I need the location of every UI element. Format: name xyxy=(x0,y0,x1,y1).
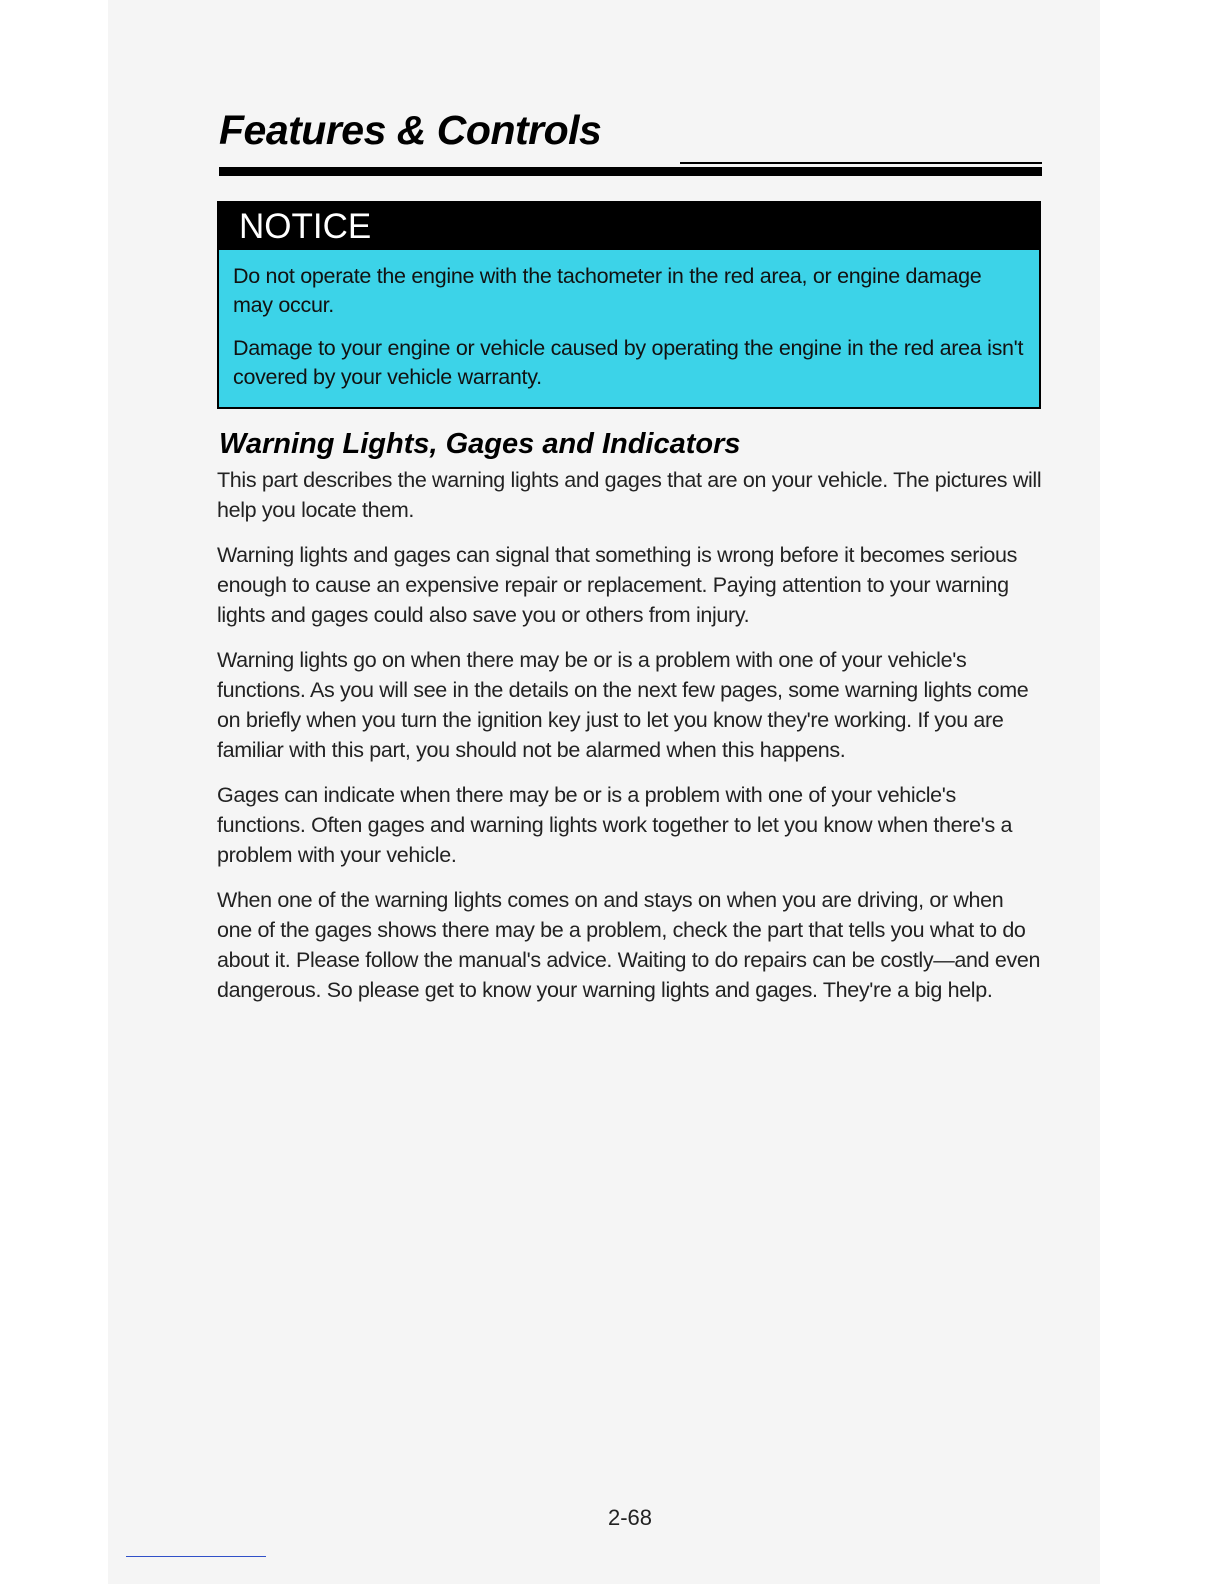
body-paragraph: Gages can indicate when there may be or is a problem with one of your vehicle's functions. Often gages and warning lights work together to let you know when there's a problem with your vehicle. xyxy=(217,783,1013,867)
body-paragraph: Warning lights and gages can signal that something is wrong before it becomes serious enough to cause an expensive repair or replacement. Paying attention to your warning lights and gages could also save you or others from injury. xyxy=(217,543,1018,627)
section-heading: Warning Lights, Gages and Indicators xyxy=(219,428,741,460)
notice-body xyxy=(219,250,1039,392)
title-rule-thick xyxy=(219,167,1042,176)
body-paragraph: When one of the warning lights comes on and stays on when you are driving, or when one of the gages shows there may be a problem, check the part that tells you what to do about it. Please follow the manual's advice. Waiting to do repairs can be costly—and even dangerous. So please get to know your warning lights and gages. They're a big help. xyxy=(217,888,1041,1002)
page-number: 2-68 xyxy=(607,1505,653,1530)
footer-link-line xyxy=(126,1556,266,1557)
notice-box xyxy=(217,201,1041,409)
notice-paragraph: Damage to your engine or vehicle caused by operating the engine in the red area isn't covered by your vehicle warranty. xyxy=(233,336,1024,389)
notice-header: NOTICE xyxy=(219,203,1039,250)
body-paragraph: Warning lights go on when there may be or is a problem with one of your vehicle's functions. As you will see in the details on the next few pages, some warning lights come on briefly when you turn the ignition key just to let you know they're working. If you are familiar with this part, you should not be alarmed when this happens. xyxy=(217,648,1029,762)
body-text xyxy=(217,465,1043,1020)
notice-paragraph: Do not operate the engine with the tachometer in the red area, or engine damage may occur. xyxy=(233,264,982,317)
body-paragraph: This part describes the warning lights and gages that are on your vehicle. The pictures will help you locate them. xyxy=(217,468,1042,522)
chapter-title: Features & Controls xyxy=(219,107,602,153)
title-rule-thin xyxy=(680,162,1042,164)
